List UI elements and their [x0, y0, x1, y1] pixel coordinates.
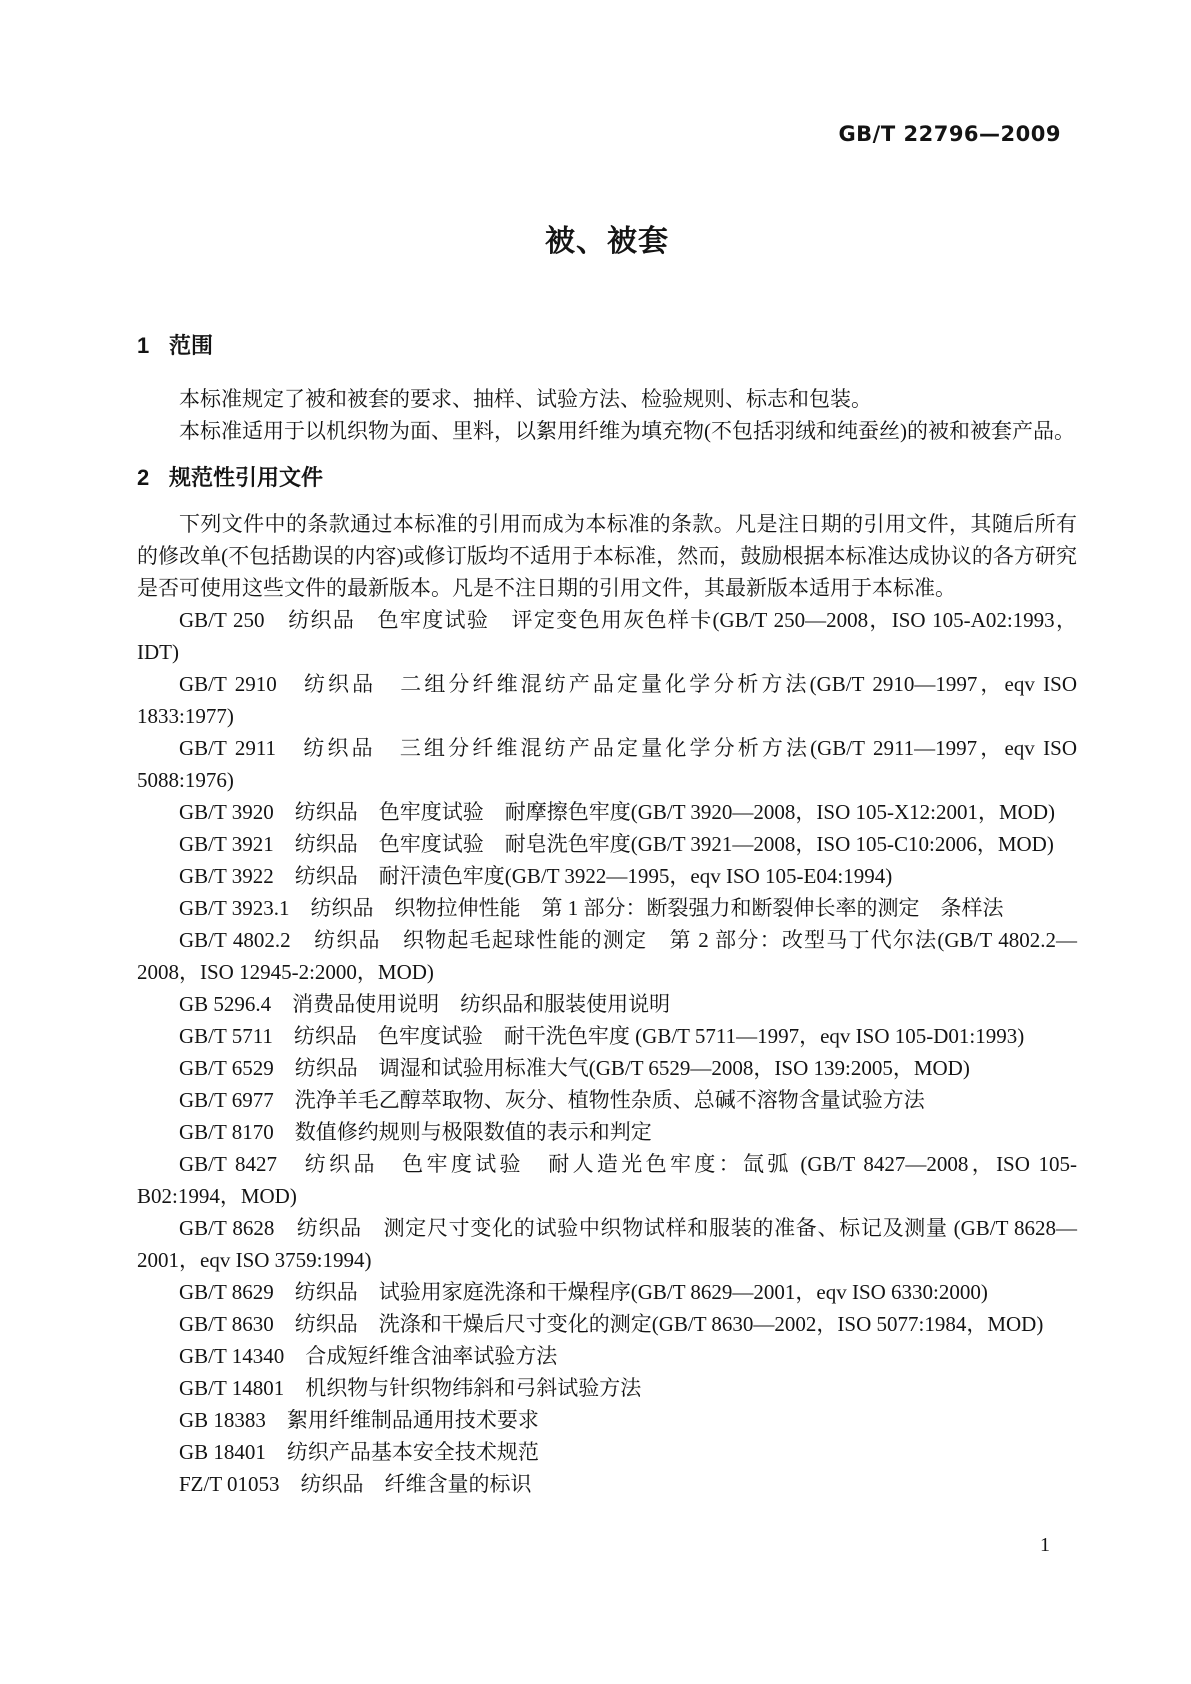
reference-item: GB/T 3921 纺织品 色牢度试验 耐皂洗色牢度(GB/T 3921—2008，ISO 105-C10:2006，MOD) — [179, 832, 1054, 856]
reference-item: GB/T 3920 纺织品 色牢度试验 耐摩擦色牢度(GB/T 3920—2008，ISO 105-X12:2001，MOD) — [179, 800, 1055, 824]
section-1-body — [137, 383, 1077, 447]
doc-title: 被、被套 — [545, 225, 669, 258]
section-2-body — [137, 508, 1077, 1500]
reference-item: GB/T 14340 合成短纤维含油率试验方法 — [179, 1344, 558, 1368]
section-2-number: 2 — [137, 465, 150, 490]
reference-item: GB/T 3922 纺织品 耐汗渍色牢度(GB/T 3922—1995，eqv ISO 105-E04:1994) — [179, 864, 893, 888]
reference-item: FZ/T 01053 纺织品 纤维含量的标识 — [179, 1472, 532, 1496]
reference-item: GB/T 5711 纺织品 色牢度试验 耐干洗色牢度 (GB/T 5711—1997，eqv ISO 105-D01:1993) — [179, 1024, 1025, 1048]
references-list — [137, 604, 1077, 1500]
standard-code: GB/T 22796—2009 — [838, 122, 1061, 146]
references-intro-paragraph: 下列文件中的条款通过本标准的引用而成为本标准的条款。凡是注日期的引用文件，其随后所有的修改单(不包括勘误的内容)或修订版均不适用于本标准，然而，鼓励根据本标准达成协议的各方研究是否可使用这些文件的最新版本。凡是不注日期的引用文件，其最新版本适用于本标准。 — [137, 512, 1077, 600]
reference-item: GB 18401 纺织产品基本安全技术规范 — [179, 1440, 539, 1464]
reference-item: GB/T 4802.2 纺织品 织物起毛起球性能的测定 第 2 部分：改型马丁代尔法(GB/T 4802.2—2008，ISO 12945-2:2000，MOD) — [137, 928, 1077, 984]
page-number: 1 — [1040, 1534, 1050, 1556]
scope-paragraph: 本标准规定了被和被套的要求、抽样、试验方法、检验规则、标志和包装。 — [179, 387, 872, 411]
reference-item: GB/T 2910 纺织品 二组分纤维混纺产品定量化学分析方法(GB/T 2910—1997，eqv ISO 1833:1977) — [137, 672, 1077, 728]
reference-item: GB/T 8427 纺织品 色牢度试验 耐人造光色牢度：氙弧 (GB/T 8427—2008，ISO 105-B02:1994，MOD) — [137, 1152, 1077, 1208]
reference-item: GB/T 3923.1 纺织品 织物拉伸性能 第 1 部分：断裂强力和断裂伸长率的测定 条样法 — [179, 896, 1004, 920]
section-2-heading — [137, 464, 1077, 492]
reference-item: GB/T 2911 纺织品 三组分纤维混纺产品定量化学分析方法(GB/T 2911—1997，eqv ISO 5088:1976) — [137, 736, 1077, 792]
section-1-number: 1 — [137, 333, 150, 358]
scope-paragraph: 本标准适用于以机织物为面、里料，以絮用纤维为填充物(不包括羽绒和纯蚕丝)的被和被套产品。 — [179, 419, 1075, 443]
reference-item: GB 5296.4 消费品使用说明 纺织品和服装使用说明 — [179, 992, 671, 1016]
reference-item: GB/T 14801 机织物与针织物纬斜和弓斜试验方法 — [179, 1376, 642, 1400]
reference-item: GB/T 6529 纺织品 调湿和试验用标准大气(GB/T 6529—2008，ISO 139:2005，MOD) — [179, 1056, 970, 1080]
section-2-title: 规范性引用文件 — [169, 465, 324, 490]
reference-item: GB/T 250 纺织品 色牢度试验 评定变色用灰色样卡(GB/T 250—2008，ISO 105-A02:1993，IDT) — [137, 608, 1077, 664]
section-1-heading — [137, 332, 1077, 360]
reference-item: GB 18383 絮用纤维制品通用技术要求 — [179, 1408, 539, 1432]
reference-item: GB/T 8629 纺织品 试验用家庭洗涤和干燥程序(GB/T 8629—2001，eqv ISO 6330:2000) — [179, 1280, 988, 1304]
reference-item: GB/T 6977 洗净羊毛乙醇萃取物、灰分、植物性杂质、总碱不溶物含量试验方法 — [179, 1088, 925, 1112]
section-1-title: 范围 — [169, 333, 214, 358]
reference-item: GB/T 8630 纺织品 洗涤和干燥后尺寸变化的测定(GB/T 8630—2002，ISO 5077:1984，MOD) — [179, 1312, 1044, 1336]
reference-item: GB/T 8170 数值修约规则与极限数值的表示和判定 — [179, 1120, 652, 1144]
reference-item: GB/T 8628 纺织品 测定尺寸变化的试验中织物试样和服装的准备、标记及测量 (GB/T 8628—2001，eqv ISO 3759:1994) — [137, 1216, 1077, 1272]
